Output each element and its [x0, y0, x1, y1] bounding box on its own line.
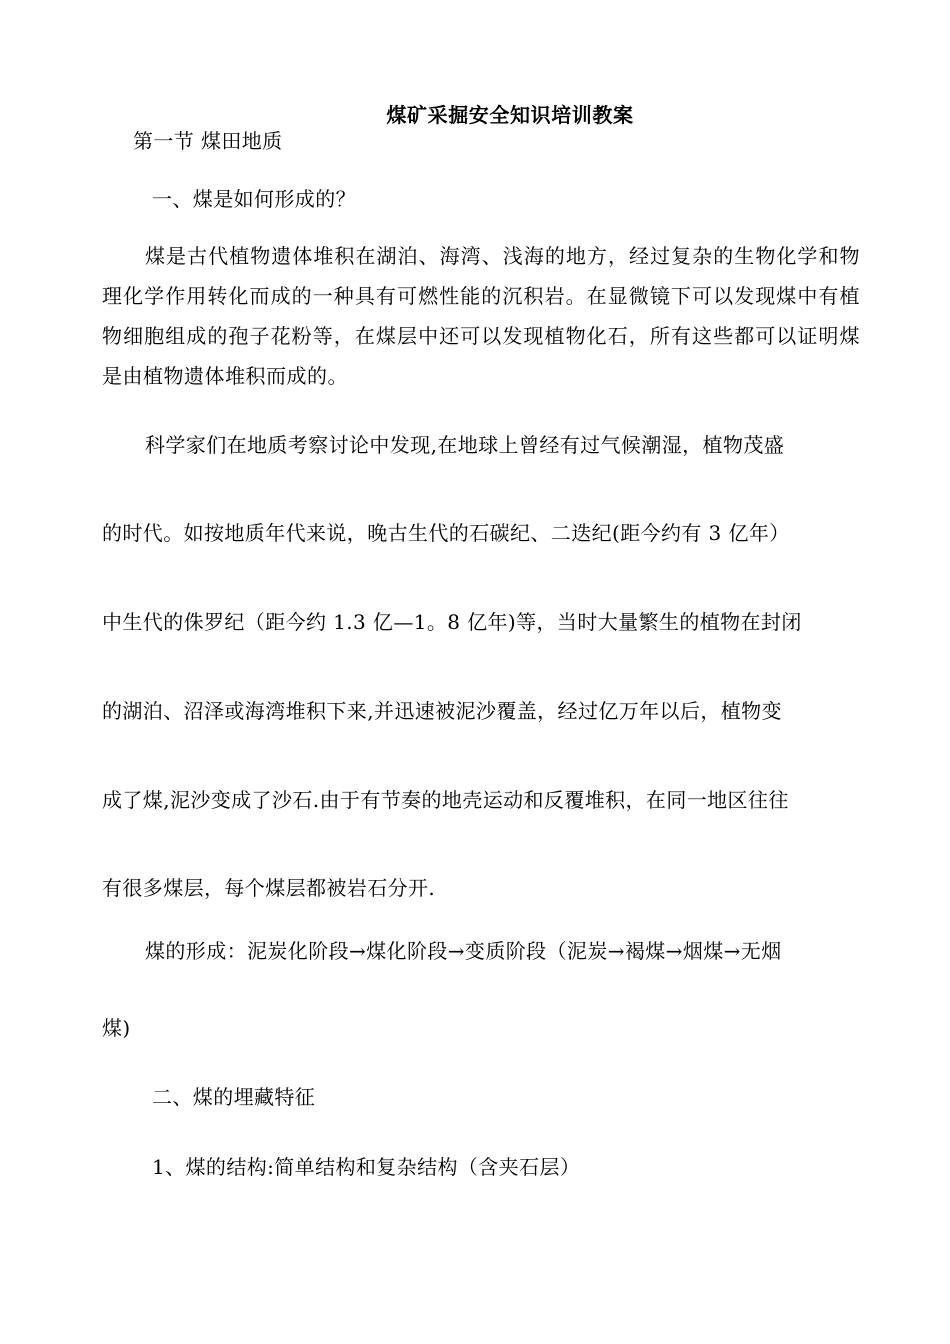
question-heading-1: 一、煤是如何形成的？ [152, 187, 356, 211]
section-heading: 第一节 煤田地质 [133, 129, 283, 153]
question-heading-2: 二、煤的埋藏特征 [152, 1085, 316, 1109]
paragraph-2-line-4: 的湖泊、沼泽或海湾堆积下来,并迅速被泥沙覆盖，经过亿万年以后，植物变 [102, 699, 782, 723]
formation-line-2: 煤) [102, 1016, 131, 1040]
formation-line-1: 煤的形成：泥炭化阶段→煤化阶段→变质阶段（泥炭→褐煤→烟煤→无烟 [145, 939, 782, 963]
paragraph-1: 煤是古代植物遗体堆积在湖泊、海湾、浅海的地方，经过复杂的生物化学和物理化学作用转化而成的一种具有可燃性能的沉积岩。在显微镜下可以发现煤中有植物细胞组成的孢子花粉等，在煤层中还可以发现植物化石，所有这些都可以证明煤是由植物遗体堆积而成的。 [102, 244, 860, 388]
list-item-1: 1、煤的结构:简单结构和复杂结构（含夹石层） [152, 1155, 581, 1179]
paragraph-2-line-3: 中生代的侏罗纪（距今约 1.3 亿—1。8 亿年)等，当时大量繁生的植物在封闭 [102, 610, 802, 634]
document-title: 煤矿采掘安全知识培训教案 [386, 103, 634, 127]
paragraph-2-line-2: 的时代。如按地质年代来说，晚古生代的石碳纪、二迭纪(距今约有 3 亿年） [102, 521, 790, 545]
paragraph-2-line-1: 科学家们在地质考察讨论中发现,在地球上曾经有过气候潮湿，植物茂盛 [145, 433, 785, 457]
paragraph-2-line-5: 成了煤,泥沙变成了沙石.由于有节奏的地壳运动和反覆堆积，在同一地区往往 [102, 788, 789, 812]
paragraph-2-line-6: 有很多煤层，每个煤层都被岩石分开. [102, 876, 436, 900]
